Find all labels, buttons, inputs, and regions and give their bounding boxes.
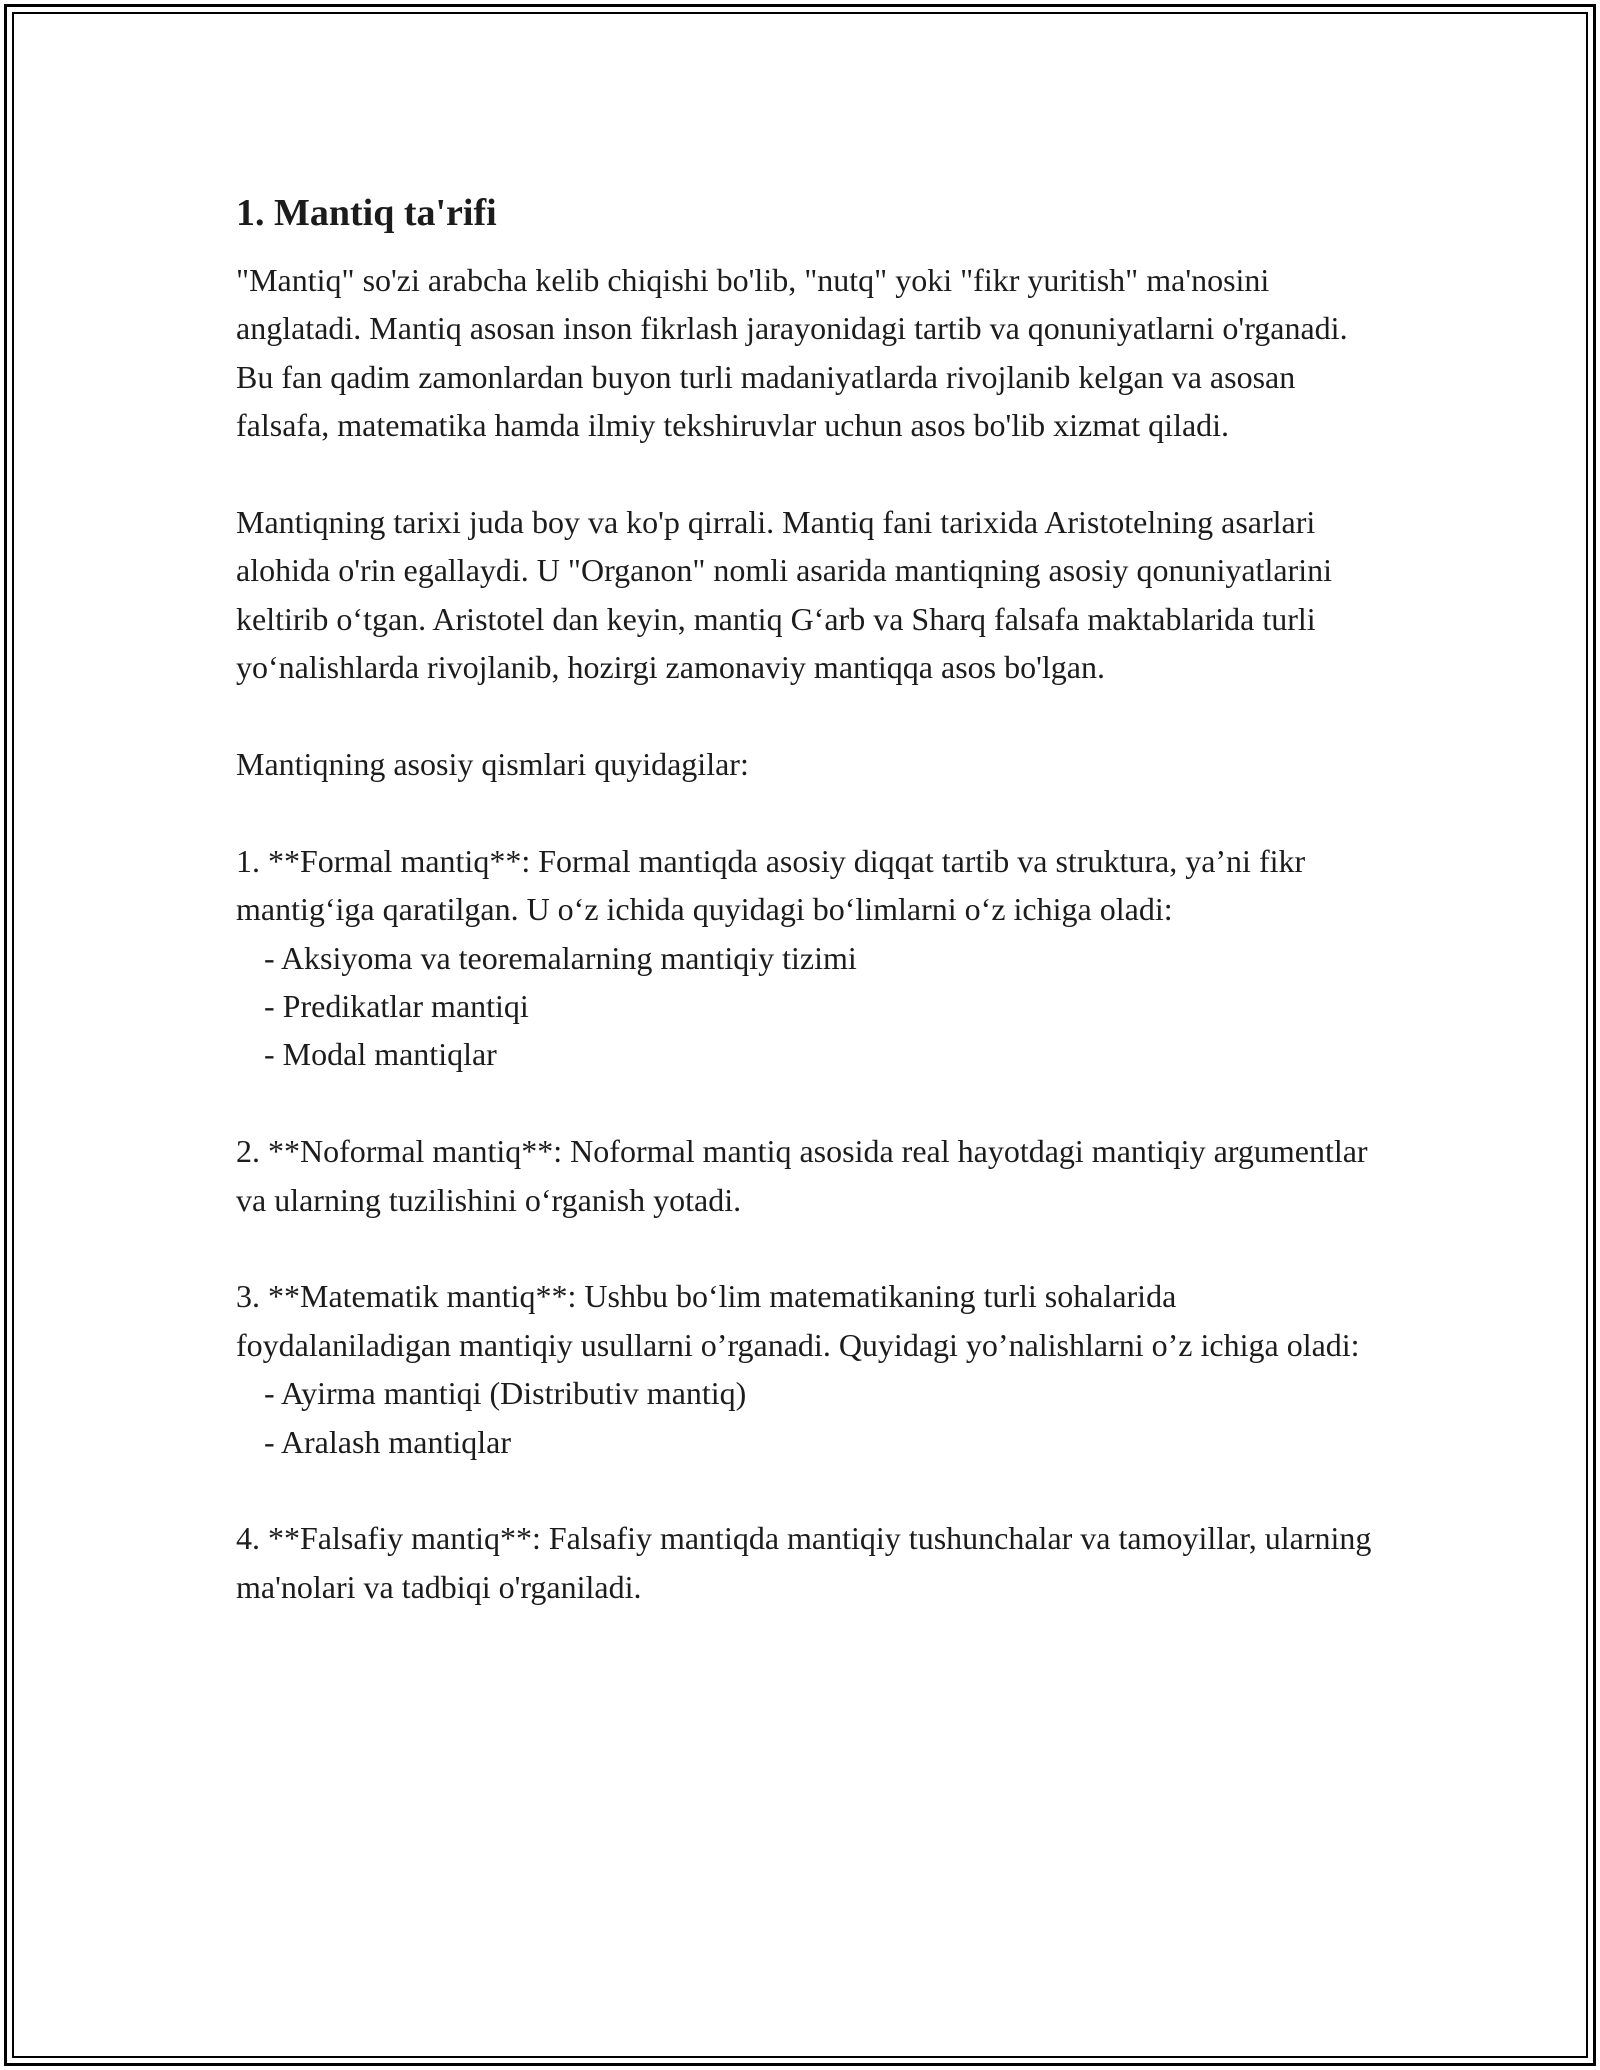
list-item-text: 4. **Falsafiy mantiq**: Falsafiy mantiqda mantiqiy tushunchalar va tamoyillar, ularning ma'nolari va tadbiqi o'rganiladi. xyxy=(236,1520,1372,1605)
spacer xyxy=(236,450,1386,498)
document-body xyxy=(236,188,1386,1611)
sub-item: - Aksiyoma va teoremalarning mantiqiy tizimi xyxy=(264,939,857,976)
list-item-text: 3. **Matematik mantiq**: Ushbu bo‘lim matematikaning turli sohalarida foydalaniladigan mantiqiy usullarni o’rganadi. Quyidagi yo’nalishlarni o’z ichiga oladi: xyxy=(236,1278,1360,1363)
spacer xyxy=(236,692,1386,740)
spacer xyxy=(236,1224,1386,1272)
sub-item: - Modal mantiqlar xyxy=(264,1036,497,1073)
sub-item: - Aralash mantiqlar xyxy=(264,1423,512,1460)
list-item-mathematical xyxy=(236,1272,1386,1466)
paragraph-history: Mantiqning tarixi juda boy va ko'p qirrali. Mantiq fani tarixida Aristotelning asarlari alohida o'rin egallaydi. U "Organon" nomli asarida mantiqning asosiy qonuniyatlarini keltirib o‘tgan. Aristotel dan keyin, mantiq G‘arb va Sharq falsafa maktablarida turli yo‘nalishlarda rivojlanib, hozirgi zamonaviy mantiqqa asos bo'lgan. xyxy=(236,504,1332,686)
spacer xyxy=(236,1466,1386,1514)
list-item-informal xyxy=(236,1127,1386,1224)
list-item-philosophical xyxy=(236,1514,1386,1611)
list-item-formal xyxy=(236,837,1386,1079)
sub-item: - Predikatlar mantiqi xyxy=(264,988,529,1025)
section-heading: 1. Mantiq ta'rifi xyxy=(236,192,497,234)
list-item-text: 2. **Noformal mantiq**: Noformal mantiq asosida real hayotdagi mantiqiy argumentlar va ularning tuzilishini o‘rganish yotadi. xyxy=(236,1133,1368,1218)
spacer xyxy=(236,1079,1386,1127)
paragraph-definition: "Mantiq" so'zi arabcha kelib chiqishi bo'lib, "nutq" yoki "fikr yuritish" ma'nosini anglatadi. Mantiq asosan inson fikrlash jarayonidagi tartib va qonuniyatlarni o'rganadi. Bu fan qadim zamonlardan buyon turli madaniyatlarda rivojlanib kelgan va asosan falsafa, matematika hamda ilmiy tekshiruvlar uchun asos bo'lib xizmat qiladi. xyxy=(236,262,1348,444)
list-item-text: 1. **Formal mantiq**: Formal mantiqda asosiy diqqat tartib va struktura, ya’ni fikr mantig‘iga qaratilgan. U o‘z ichida quyidagi bo‘limlarni o‘z ichiga oladi: xyxy=(236,842,1306,928)
sub-item: - Ayirma mantiqi (Distributiv mantiq) xyxy=(264,1375,747,1412)
paragraph-parts-intro: Mantiqning asosiy qismlari quyidagilar: xyxy=(236,746,749,783)
spacer xyxy=(236,788,1386,836)
